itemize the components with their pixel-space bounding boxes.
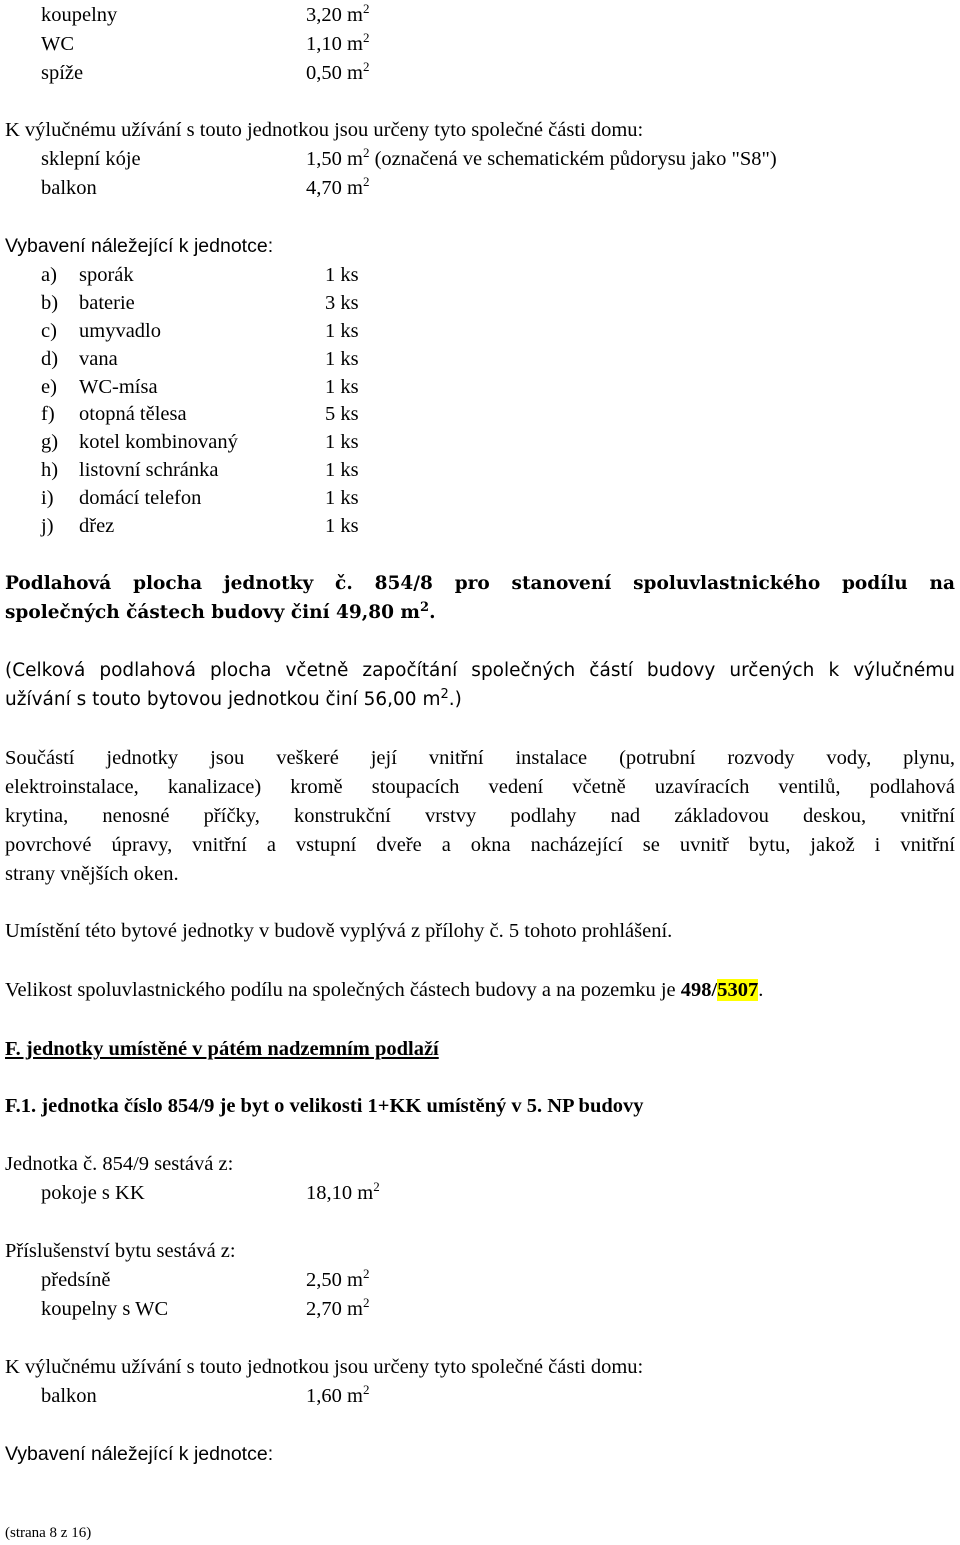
components-line: Součástí jednotky jsou veškeré její vnitřní instalace (potrubní rozvody vody, plynu,: [5, 747, 955, 769]
equipment-qty: 1 ks: [325, 376, 359, 398]
room-name: spíže: [41, 62, 84, 84]
total-area-line1: (Celková podlahová plocha včetně započítání společných částí budovy určených k výlučnému: [5, 660, 955, 681]
accessory-name: koupelny s WC: [41, 1298, 169, 1320]
equipment-name: WC-mísa: [79, 376, 158, 398]
equipment-name: kotel kombinovaný: [79, 431, 238, 453]
room-area: 1,10 $m^2$: [306, 30, 370, 55]
equipment-qty: 1 ks: [325, 515, 359, 537]
components-line: elektroinstalace, kanalizace) kromě stoupacích vedení včetně uzavíracích ventilů, podlahová: [5, 776, 955, 798]
exclusive-item-area: 1,50 $m^2$ (označená ve schematickém půdorysu jako "S8"): [306, 145, 777, 170]
equipment-name: vana: [79, 348, 118, 370]
equipment-name: otopná tělesa: [79, 403, 187, 425]
equipment-letter: b): [41, 292, 59, 314]
equipment-qty: 5 ks: [325, 403, 359, 425]
accessory-area: 2,50 $m^2$: [306, 1266, 370, 1291]
floor-area-line2: společných částech budovy činí 49,80 $m^2$.: [5, 599, 436, 623]
exclusive-item-name: balkon: [41, 177, 97, 199]
equipment-letter: c): [41, 320, 57, 342]
exclusive-item-area: 1,60 $m^2$: [306, 1382, 370, 1407]
equipment-letter: g): [41, 431, 59, 453]
equipment-letter: i): [41, 487, 54, 509]
equipment-heading-2: Vybavení náležející k jednotce:: [5, 1443, 274, 1465]
equipment-qty: 1 ks: [325, 348, 359, 370]
equipment-name: umyvadlo: [79, 320, 161, 342]
share-text: Velikost spoluvlastnického podílu na společných částech budovy a na pozemku je 498/5307.: [5, 979, 764, 1001]
equipment-name: domácí telefon: [79, 487, 202, 509]
equipment-heading: Vybavení náležející k jednotce:: [5, 235, 274, 257]
room-area: 3,20 $m^2$: [306, 1, 370, 26]
accessory-area: 2,70 $m^2$: [306, 1295, 370, 1320]
equipment-qty: 3 ks: [325, 292, 359, 314]
equipment-letter: j): [41, 515, 54, 537]
equipment-letter: f): [41, 403, 55, 425]
unit-room-name: pokoje s KK: [41, 1182, 145, 1204]
exclusive-item-area: 4,70 $m^2$: [306, 174, 370, 199]
share-denominator-highlight: 5307: [717, 979, 759, 1001]
exclusive-heading: K výlučnému užívání s touto jednotkou jsou určeny tyto společné části domu:: [5, 119, 644, 141]
equipment-qty: 1 ks: [325, 320, 359, 342]
equipment-name: listovní schránka: [79, 459, 219, 481]
equipment-name: baterie: [79, 292, 135, 314]
room-area: 0,50 $m^2$: [306, 59, 370, 84]
room-name: WC: [41, 33, 75, 55]
equipment-qty: 1 ks: [325, 264, 359, 286]
unit-heading: F.1. jednotka číslo 854/9 je byt o velikosti 1+KK umístěný v 5. NP budovy: [5, 1095, 644, 1117]
equipment-qty: 1 ks: [325, 431, 359, 453]
floor-area-line1: Podlahová plocha jednotky č. 854/8 pro stanovení spoluvlastnického podílu na: [5, 573, 955, 594]
location-text: Umístění této bytové jednotky v budově vyplývá z přílohy č. 5 tohoto prohlášení.: [5, 920, 673, 942]
unit-consists: Jednotka č. 854/9 sestává z:: [5, 1153, 234, 1175]
equipment-name: sporák: [79, 264, 134, 286]
section-heading: F. jednotky umístěné v pátém nadzemním podlaží: [5, 1038, 439, 1060]
components-line: krytina, nenosné příčky, konstrukční vrstvy podlahy nad základovou deskou, vnitřní: [5, 805, 955, 827]
components-line: strany vnějších oken.: [5, 863, 179, 885]
exclusive-item-name: sklepní kóje: [41, 148, 141, 170]
room-name: koupelny: [41, 4, 118, 26]
exclusive-item-name: balkon: [41, 1385, 97, 1407]
components-line: povrchové úpravy, vnitřní a vstupní dveře a okna nacházející se uvnitř bytu, jakož i vnitřní: [5, 834, 955, 856]
equipment-letter: h): [41, 459, 59, 481]
equipment-letter: d): [41, 348, 59, 370]
exclusive-heading-2: K výlučnému užívání s touto jednotkou jsou určeny tyto společné části domu:: [5, 1356, 644, 1378]
unit-room-area: 18,10 $m^2$: [306, 1179, 380, 1204]
equipment-letter: a): [41, 264, 57, 286]
equipment-name: dřez: [79, 515, 115, 537]
equipment-qty: 1 ks: [325, 459, 359, 481]
accessory-name: předsíně: [41, 1269, 111, 1291]
page-footer: (strana 8 z 16): [5, 1525, 92, 1541]
total-area-line2: užívání s touto bytovou jednotkou činí 56,00 $m^2$.): [5, 686, 462, 710]
equipment-qty: 1 ks: [325, 487, 359, 509]
accessories-heading: Příslušenství bytu sestává z:: [5, 1240, 236, 1262]
equipment-letter: e): [41, 376, 57, 398]
